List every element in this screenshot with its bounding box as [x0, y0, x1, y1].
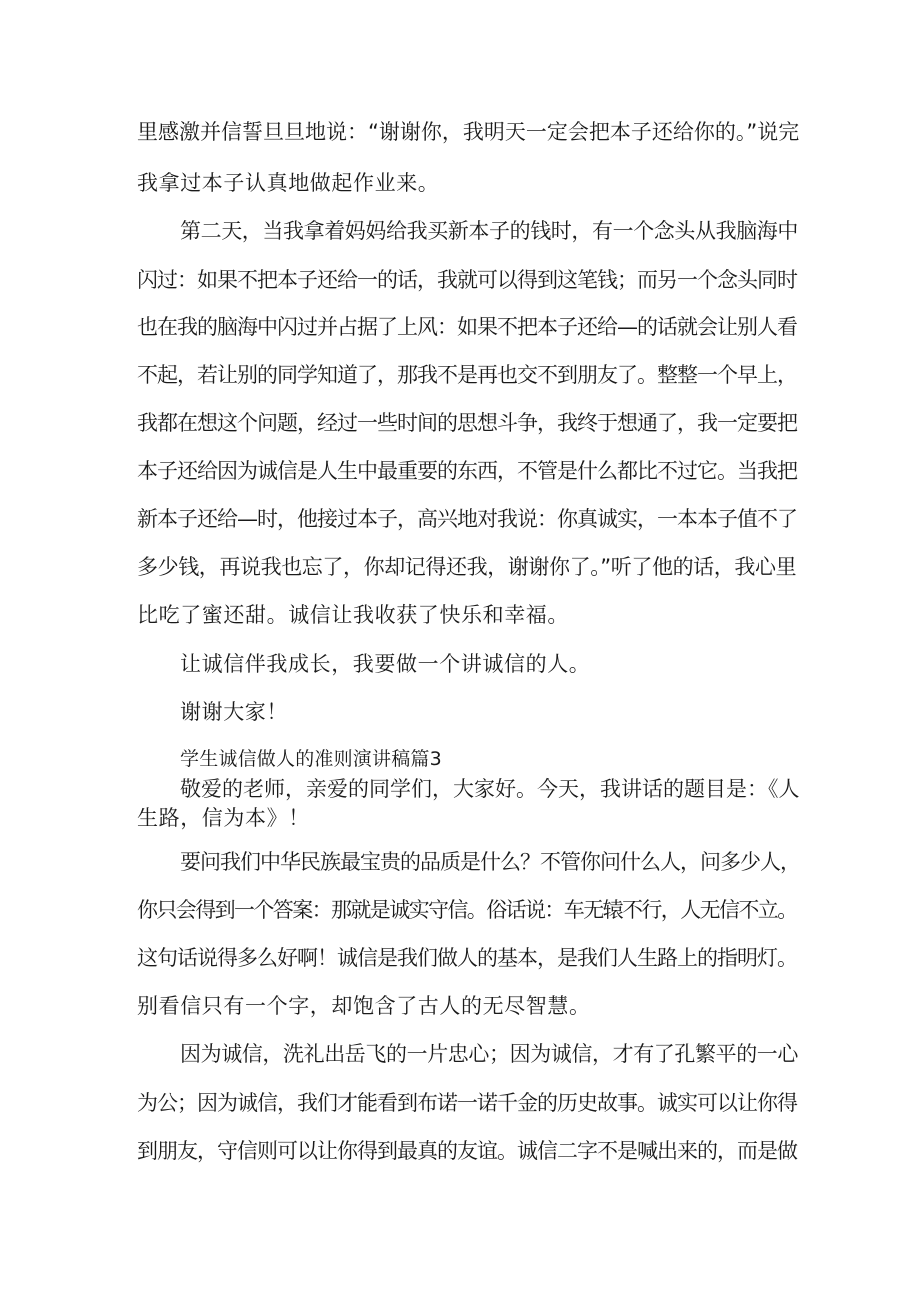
text-line: 多少钱，再说我也忘了，你却记得还我，谢谢你了。”听了他的话，我心里	[137, 555, 797, 579]
text-line: 也在我的脑海中闪过并占据了上风：如果不把本子还给—的话就会让别人看	[137, 315, 797, 339]
paragraph-start-line: 要问我们中华民族最宝贵的品质是什么？不管你问什么人，问多少人，	[180, 850, 800, 874]
text-line: 闪过：如果不把本子还给一的话，我就可以得到这笔钱；而另一个念头同时	[137, 268, 797, 292]
paragraph-start-line: 敬爱的老师，亲爱的同学们，大家好。今天，我讲话的题目是：《人	[180, 777, 800, 801]
paragraph-start-line: 谢谢大家！	[180, 700, 288, 724]
paragraph-start-line: 因为诚信，洗礼出岳飞的一片忠心；因为诚信，才有了孔繁平的一心	[180, 1042, 798, 1066]
text-line: 到朋友，守信则可以让你得到最真的友谊。诚信二字不是喊出来的，而是做	[137, 1139, 797, 1163]
text-line: 为公；因为诚信，我们才能看到布诺一诺千金的历史故事。诚实可以让你得	[137, 1091, 797, 1115]
text-line: 别看信只有一个字，却饱含了古人的无尽智慧。	[137, 994, 591, 1018]
paragraph-start-line: 第二天，当我拿着妈妈给我买新本子的钱时，有一个念头从我脑海中	[180, 219, 798, 243]
text-line: 生路，信为本》！	[137, 806, 310, 830]
text-line: 你只会得到一个答案：那就是诚实守信。俗话说：车无辕不行，人无信不立。	[137, 898, 797, 922]
text-line: 比吃了蜜还甜。诚信让我收获了快乐和幸福。	[137, 603, 569, 627]
text-line: 我都在想这个问题，经过一些时间的思想斗争，我终于想通了，我一定要把	[137, 411, 797, 435]
section-heading: 学生诚信做人的准则演讲稿篇3	[180, 748, 442, 770]
paragraph-start-line: 让诚信伴我成长，我要做一个讲诚信的人。	[180, 652, 591, 676]
text-line: 我拿过本子认真地做起作业来。	[137, 171, 440, 195]
text-line: 新本子还给—时，他接过本子，高兴地对我说：你真诚实，一本本子值不了	[137, 507, 797, 531]
text-line: 不起，若让别的同学知道了，那我不是再也交不到朋友了。整整一个早上，	[137, 363, 797, 387]
text-line: 里感激并信誓旦旦地说：“谢谢你，我明天一定会把本子还给你的。”说完	[137, 120, 800, 144]
text-line: 这句话说得多么好啊！诚信是我们做人的基本，是我们人生路上的指明灯。	[137, 946, 797, 970]
text-line: 本子还给因为诚信是人生中最重要的东西，不管是什么都比不过它。当我把	[137, 459, 797, 483]
